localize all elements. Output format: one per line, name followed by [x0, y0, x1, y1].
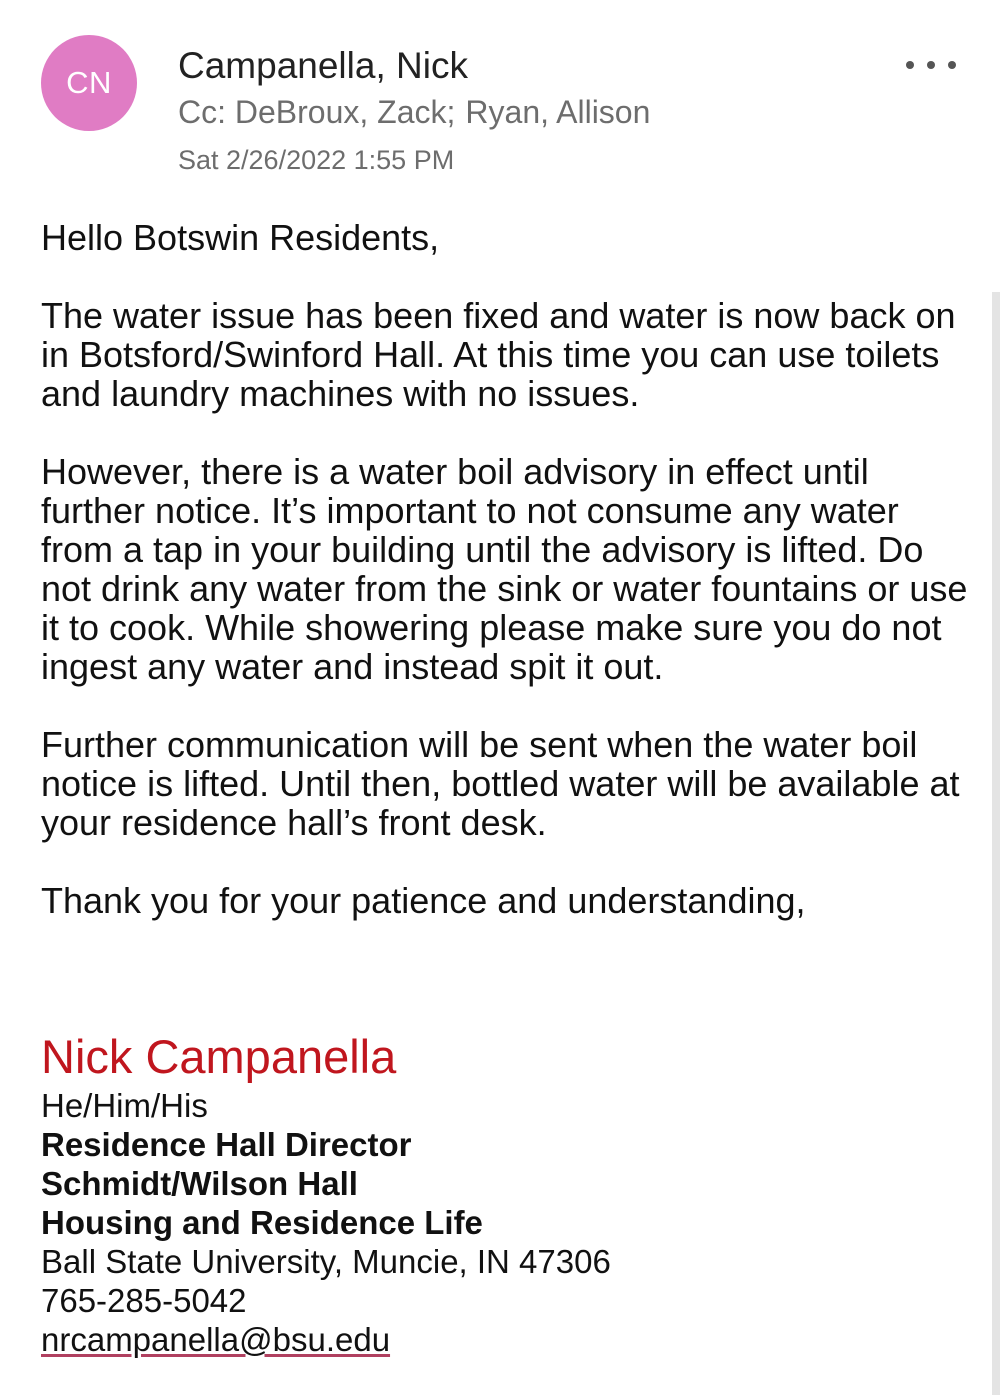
greeting: Hello Botswin Residents, — [41, 217, 440, 258]
more-options-icon[interactable] — [906, 50, 956, 80]
sender-name[interactable]: Campanella, Nick — [178, 45, 468, 86]
more-dot — [906, 61, 914, 69]
cc-recipient-1[interactable]: Cc: DeBroux, Zack; — [178, 94, 456, 130]
signature-title: Residence Hall Director — [41, 1126, 412, 1163]
signature-pronouns: He/Him/His — [41, 1087, 208, 1124]
signature-department: Housing and Residence Life — [41, 1204, 483, 1241]
scrollbar[interactable] — [992, 292, 1000, 1395]
body-paragraph: However, there is a water boil advisory in effect until further notice. It’s important to not consume any water from a tap in your building until the advisory is lifted. Do not drink any water from the sink or water fountains or use it to cook. While showering please make sure you do not ingest any water and instead spit it out. — [41, 451, 968, 687]
sender-avatar[interactable] — [41, 35, 137, 131]
signature-phone[interactable]: 765-285-5042 — [41, 1282, 247, 1319]
signature-name: Nick Campanella — [41, 1030, 397, 1083]
signature-address: Ball State University, Muncie, IN 47306 — [41, 1243, 611, 1280]
signature-hall: Schmidt/Wilson Hall — [41, 1165, 358, 1202]
email-signature — [41, 1030, 971, 1359]
cc-recipient-2[interactable]: Ryan, Allison — [465, 94, 651, 130]
body-paragraph: The water issue has been fixed and water is now back on in Botsford/Swinford Hall. At this time you can use toilets and laundry machines with no issues. — [41, 295, 956, 414]
body-paragraph: Further communication will be sent when the water boil notice is lifted. Until then, bottled water will be available at your residence hall’s front desk. — [41, 724, 960, 843]
more-dot — [927, 61, 935, 69]
closing-line: Thank you for your patience and understanding, — [41, 880, 806, 921]
avatar-initials: CN — [66, 65, 112, 100]
message-date: Sat 2/26/2022 1:55 PM — [178, 145, 455, 175]
message-body — [41, 218, 971, 920]
message-header — [0, 0, 1000, 190]
cc-line — [178, 92, 650, 132]
more-dot — [948, 61, 956, 69]
signature-email-link[interactable]: nrcampanella@bsu.edu — [41, 1321, 391, 1358]
